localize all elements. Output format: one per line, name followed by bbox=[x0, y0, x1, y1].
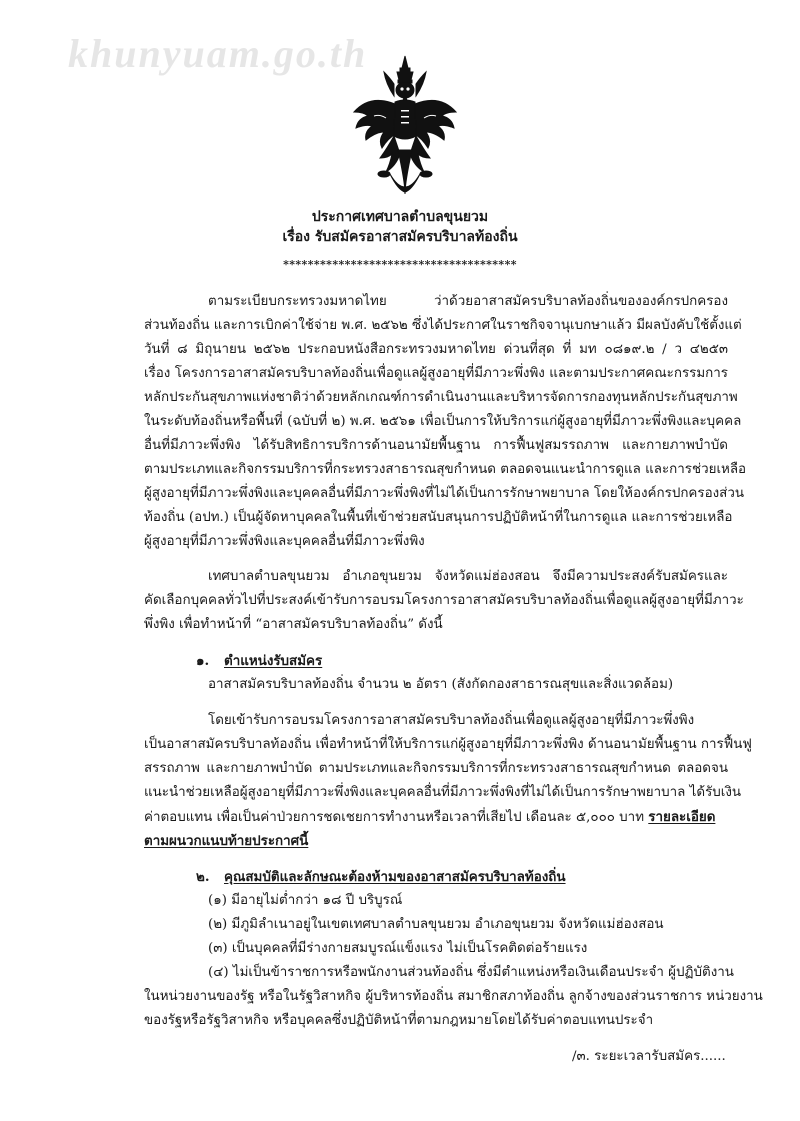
section1-heading: ตำแหน่งรับสมัคร bbox=[224, 653, 323, 669]
intro-line: ตามประเภทและกิจกรรมบริการที่กระทรวงสาธารณสุขกำหนด ตลอดจนแนะนำการดูแล และการช่วยเหลือ bbox=[144, 462, 747, 477]
pay-text: ค่าตอบแทน เพื่อเป็นค่าป่วยการชดเชยการทำงานหรือเวลาที่เสียไป เดือนละ ๕,๐๐๐ บาท bbox=[144, 810, 649, 825]
qualification-item: (๑) มีอายุไม่ต่ำกว่า ๑๘ ปี บริบูรณ์ bbox=[208, 893, 403, 908]
intro-line: ส่วนท้องถิ่น และการเบิกค่าใช้จ่าย พ.ศ. ๒๕๖๒ ซึ่งได้ประกาศในราชกิจจานุเบกษาแล้ว มีผลบังคับใช้ตั้งแต่ bbox=[144, 318, 742, 333]
qualification-item-cont: ของรัฐหรือรัฐวิสาหกิจ หรือบุคคลซึ่งปฏิบัติหน้าที่ตามกฎหมายโดยได้รับค่าตอบแทนประจำ bbox=[144, 1013, 654, 1028]
section1-pay-line bbox=[144, 808, 715, 827]
section1-detail-line: แนะนำช่วยเหลือผู้สูงอายุที่มีภาวะพึ่งพิงและบุคคลอื่นที่มีภาวะพึ่งพิงที่ไม่ได้เป็นการรักษาพยาบาล ได้รับเงิน bbox=[144, 785, 742, 800]
section2-number: ๒. bbox=[196, 869, 210, 885]
watermark: khunyuam.go.th bbox=[68, 31, 368, 76]
attachment-reference: ตามผนวกแนบท้ายประกาศนี้ bbox=[144, 833, 309, 849]
section2-heading: คุณสมบัติและลักษณะต้องห้ามของอาสาสมัครบริบาลท้องถิ่น bbox=[224, 869, 566, 885]
garuda-emblem-icon bbox=[350, 54, 460, 204]
intro-line: อื่นที่มีภาวะพึ่งพิง ได้รับสิทธิการบริการด้านอนามัยพื้นฐาน การฟื้นฟูสมรรถภาพ และกายภาพบำบัด bbox=[144, 438, 728, 453]
intro-line: หลักประกันสุขภาพแห่งชาติว่าด้วยหลักเกณฑ์การดำเนินงานและบริหารจัดการกองทุนหลักประกันสุขภาพ bbox=[144, 390, 738, 405]
para2-line: พึ่งพิง เพื่อทำหน้าที่ “อาสาสมัครบริบาลท้องถิ่น” ดังนี้ bbox=[144, 617, 443, 632]
para2-line: คัดเลือกบุคคลทั่วไปที่ประสงค์เข้ารับการอบรมโครงการอาสาสมัครบริบาลท้องถิ่นเพื่อดูแลผู้สูงอายุที่มีภาวะ bbox=[144, 593, 744, 608]
qualification-item-cont: ในหน่วยงานของรัฐ หรือในรัฐวิสาหกิจ ผู้บริหารท้องถิ่น สมาชิกสภาท้องถิ่น ลูกจ้างของส่วนราชการ หน่วยงาน bbox=[144, 989, 763, 1004]
qualification-item: (๔) ไม่เป็นข้าราชการหรือพนักงานส่วนท้องถิ่น ซึ่งมีตำแหน่งหรือเงินเดือนประจำ ผู้ปฏิบัติงาน bbox=[208, 965, 734, 980]
intro-line: วันที่ ๘ มิถุนายน ๒๕๖๒ ประกอบหนังสือกระทรวงมหาดไทย ด่วนที่สุด ที่ มท ๐๘๑๙.๒ / ว ๔๒๕๓ bbox=[144, 342, 728, 357]
qualification-item: (๒) มีภูมิลำเนาอยู่ในเขตเทศบาลตำบลขุนยวม อำเภอขุนยวม จังหวัดแม่ฮ่องสอน bbox=[208, 917, 664, 932]
intro-line: ผู้สูงอายุที่มีภาวะพึ่งพิงและบุคคลอื่นที่มีภาวะพึ่งพิง bbox=[144, 534, 425, 549]
intro-line: ผู้สูงอายุที่มีภาวะพึ่งพิงและบุคคลอื่นที่มีภาวะพึ่งพิงที่ไม่ได้เป็นการรักษาพยาบาล โดยให้องค์กรปกครองส่วน bbox=[144, 486, 745, 501]
details-link: รายละเอียด bbox=[648, 809, 716, 825]
section1-position: อาสาสมัครบริบาลท้องถิ่น จำนวน ๒ อัตรา (สังกัดกองสาธารณสุขและสิ่งแวดล้อม) bbox=[208, 677, 674, 692]
intro-line: ท้องถิ่น (อปท.) เป็นผู้จัดหาบุคคลในพื้นที่เข้าช่วยสนับสนุนการปฏิบัติหน้าที่ในการดูแล และการช่วยเหลือ bbox=[144, 510, 733, 525]
section1-number: ๑. bbox=[196, 653, 210, 669]
intro-line: ในระดับท้องถิ่นหรือพื้นที่ (ฉบับที่ ๒) พ.ศ. ๒๕๖๑ เพื่อเป็นการให้บริการแก่ผู้สูงอายุที่มีภาวะพึ่งพิงและบุคคล bbox=[144, 414, 742, 429]
separator-stars: ************************************** bbox=[283, 258, 517, 271]
continuation-marker: /๓. ระยะเวลารับสมัคร...... bbox=[572, 1049, 726, 1064]
para2-line: เทศบาลตำบลขุนยวม อำเภอขุนยวม จังหวัดแม่ฮ่องสอน จึงมีความประสงค์รับสมัครและ bbox=[208, 569, 728, 584]
section1-detail-line: สรรถภาพ และกายภาพบำบัด ตามประเภทและกิจกรรมบริการที่กระทรวงสาธารณสุขกำหนด ตลอดจน bbox=[144, 761, 728, 776]
intro-line: ตามระเบียบกระทรวงมหาดไทย ว่าด้วยอาสาสมัครบริบาลท้องถิ่นขององค์กรปกครอง bbox=[208, 294, 728, 309]
section1-detail-line: โดยเข้ารับการอบรมโครงการอาสาสมัครบริบาลท้องถิ่นเพื่อดูแลผู้สูงอายุที่มีภาวะพึ่งพิง bbox=[208, 713, 695, 728]
announcement-title: ประกาศเทศบาลตำบลขุนยวม bbox=[311, 209, 489, 225]
intro-line: เรื่อง โครงการอาสาสมัครบริบาลท้องถิ่นเพื่อดูแลผู้สูงอายุที่มีภาวะพึ่งพิง และตามประกาศคณะกรรมการ bbox=[144, 366, 728, 381]
section1-detail-line: เป็นอาสาสมัครบริบาลท้องถิ่น เพื่อทำหน้าที่ให้บริการแก่ผู้สูงอายุที่มีภาวะพึ่งพิง ด้านอนามัยพื้นฐาน การฟื้นฟู bbox=[144, 737, 752, 752]
announcement-subject: เรื่อง รับสมัครอาสาสมัครบริบาลท้องถิ่น bbox=[282, 229, 518, 245]
qualification-item: (๓) เป็นบุคคลที่มีร่างกายสมบูรณ์แข็งแรง ไม่เป็นโรคติดต่อร้ายแรง bbox=[208, 941, 588, 956]
